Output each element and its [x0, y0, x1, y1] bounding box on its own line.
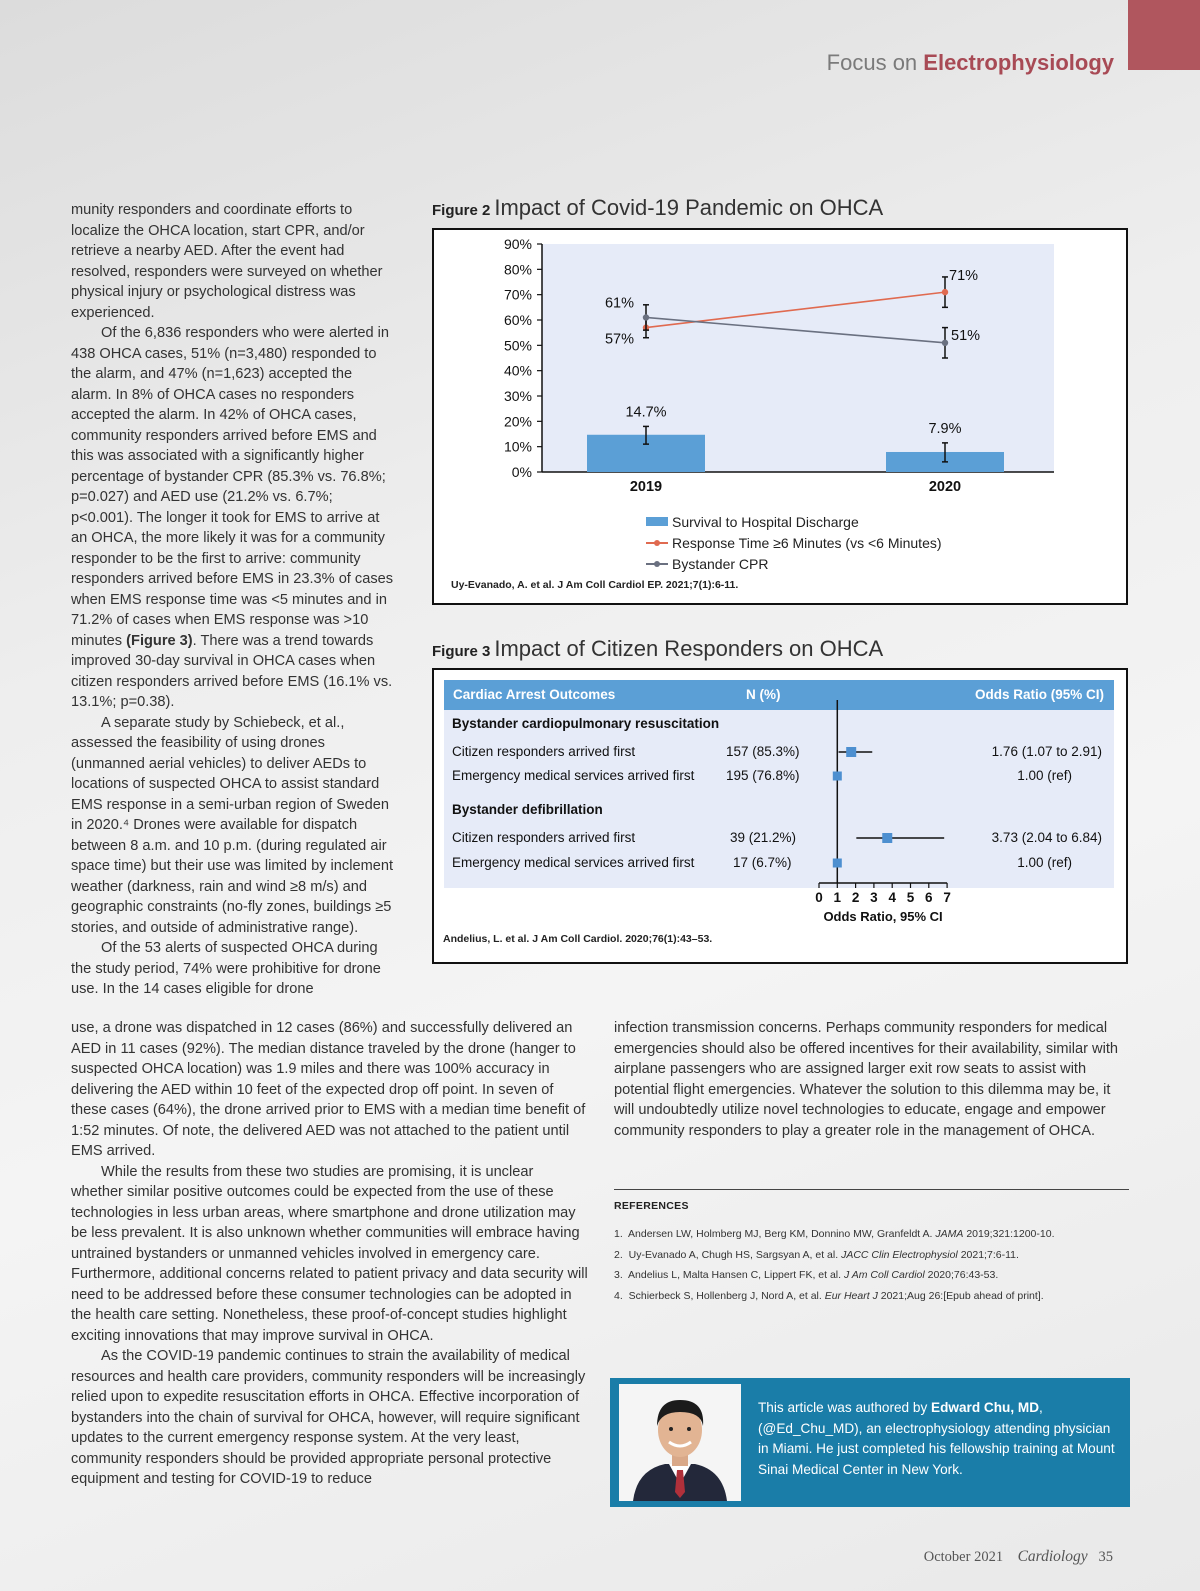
- paragraph: While the results from these two studies are promising, it is unclear whether similar positive outcomes could be expected from the use of these technologies in less urban areas, where smartphone and drone utilization may be less prevalent. It is also unknown whether communities will embrace having untrained bystanders or unmanned vehicles involved in emergency care. Furthermore, additional concerns related to patient privacy and data security will need to be addressed before these consumer technologies can be adopted in the health care setting. Nonetheless, these proof-of-concept studies highlight exciting innovations that may improve survival in OHCA.: [71, 1163, 588, 1344]
- legend-label: Response Time ≥6 Minutes (vs <6 Minutes): [672, 534, 942, 551]
- running-head-section: Electrophysiology: [923, 50, 1114, 75]
- row-or: 1.76 (1.07 to 2.91): [991, 744, 1102, 759]
- legend-label: Bystander CPR: [672, 555, 769, 572]
- line-point: [942, 289, 948, 295]
- figure2-citation: Uy-Evanado, A. et al. J Am Coll Cardiol EP. 2021;7(1):6-11.: [451, 579, 739, 591]
- y-tick-label: 20%: [503, 413, 532, 430]
- y-tick-label: 0%: [511, 464, 532, 480]
- row-n: 195 (76.8%): [726, 768, 800, 783]
- right-column: [614, 1018, 1129, 1141]
- ref-journal: Eur Heart J: [824, 1289, 878, 1302]
- legend-swatch-bar: [646, 517, 668, 526]
- left-column: [71, 200, 396, 1000]
- line-data-label: 71%: [949, 268, 979, 285]
- ref-journal: J Am Coll Cardiol: [843, 1269, 925, 1281]
- row-n: 157 (85.3%): [726, 744, 800, 759]
- row-label: Emergency medical services arrived first: [452, 855, 695, 870]
- forest-x-tick-label: 7: [943, 890, 951, 905]
- author-name: Edward Chu, MD: [931, 1400, 1040, 1415]
- row-n: 17 (6.7%): [733, 855, 792, 870]
- line-data-label: 51%: [951, 327, 981, 344]
- ref-journal: JACC Clin Electrophysiol: [841, 1248, 958, 1261]
- x-tick-label: 2020: [928, 479, 962, 495]
- paragraph: infection transmission concerns. Perhaps community responders for medical emergencies should also be offered incentives for their availability, similar with airplane passengers who are assigned larger exit row seats to assist with potential flight emergencies. Whatever the solution to this dilemma may be, it will undoubtedly utilize novel technologies to educate, engage and empower community responders to play a greater role in the management of OHCA.: [614, 1020, 1118, 1139]
- figure2-title-text: Impact of Covid-19 Pandemic on OHCA: [494, 195, 884, 220]
- figure3-citation: Andelius, L. et al. J Am Coll Cardiol. 2020;76(1):43–53.: [443, 933, 713, 945]
- forest-x-tick-label: 2: [851, 890, 860, 905]
- ref-rest: 2021;7:6-11.: [957, 1248, 1019, 1261]
- paragraph: A separate study by Schiebeck, et al., assessed the feasibility of using drones (unmanned aerial vehicles) to deliver AEDs to locations of suspected OHCA to assist standard EMS response in a semi-urban region of Sweden in 2020.⁴ Drones were available for dispatch between 8 a.m. and 10 p.m. (during regulated air space time) but their use was limited by inclement weather (darkness, rain and wind ≥8 m/s) and geographic constraints (no-fly zones, buildings ≥5 stories, and outside of administrative range).: [71, 714, 394, 936]
- bar-data-label: 7.9%: [928, 420, 962, 437]
- legend-item-survival: [646, 511, 942, 532]
- section-title: Bystander cardiopulmonary resuscitation: [452, 716, 720, 731]
- figure3-label: Figure 3: [432, 643, 491, 660]
- ref-num: 4.: [614, 1289, 623, 1302]
- col-header-or: Odds Ratio (95% CI): [974, 687, 1104, 702]
- forest-x-tick-label: 5: [906, 890, 915, 905]
- odds-ratio-marker: [846, 747, 856, 757]
- forest-plot: [434, 670, 1126, 930]
- odds-ratio-marker: [882, 833, 892, 843]
- paragraph: munity responders and coordinate efforts to localize the OHCA location, start CPR, and/or retrieve a nearby AED. After the event had resolved, responders were surveyed on whether physical injury or psychological distress was experienced.: [71, 202, 383, 321]
- line-data-label: 57%: [604, 331, 634, 348]
- section-title: Bystander defibrillation: [452, 802, 603, 817]
- ref-authors: Schierbeck S, Hollenberg J, Nord A, et al.: [628, 1289, 825, 1302]
- ref-authors: Uy-Evanado A, Chugh HS, Sargsyan A, et al.: [628, 1248, 842, 1261]
- legend-item-response: [646, 532, 942, 553]
- paragraph: [71, 323, 396, 713]
- running-head: [827, 50, 1114, 76]
- ref-rest: 2021;Aug 26:[Epub ahead of print].: [877, 1289, 1044, 1302]
- y-tick-label: 60%: [503, 312, 532, 328]
- y-tick-label: 50%: [503, 337, 532, 354]
- ref-rest: 2020;76:43-53.: [924, 1269, 999, 1281]
- y-tick-label: 10%: [503, 438, 532, 455]
- y-tick-label: 40%: [503, 362, 532, 379]
- author-photo: [619, 1384, 741, 1501]
- author-bio-text: , (@Ed_Chu_MD), an electrophysiology attending physician in Miami. He just completed his fellowship training at Mount Sinai Medical Center in New York.: [758, 1400, 1115, 1477]
- ref-num: 2.: [614, 1248, 623, 1261]
- row-or: 1.00 (ref): [1017, 855, 1072, 870]
- ref-authors: Andersen LW, Holmberg MJ, Berg KM, Donnino MW, Granfeldt A.: [628, 1228, 936, 1240]
- col-header-n: N (%): [746, 687, 781, 702]
- figure3-title-text: Impact of Citizen Responders on OHCA: [494, 636, 884, 661]
- text-span: . There was a trend towards improved 30-day survival in OHCA cases when citizen responders arrived before EMS (16.1% vs. 13.1%; p=0.38).: [71, 632, 393, 710]
- row-or: 3.73 (2.04 to 6.84): [991, 830, 1102, 845]
- ref-num: 3.: [614, 1269, 623, 1281]
- reference-item: [614, 1265, 1129, 1286]
- page-number: 35: [1098, 1549, 1113, 1565]
- wide-column: [71, 1018, 589, 1490]
- references-title: REFERENCES: [614, 1200, 689, 1212]
- figure2-title: [432, 195, 883, 221]
- paragraph: As the COVID-19 pandemic continues to strain the availability of medical resources and health care providers, community responders will be increasingly relied upon to expedite resuscitation efforts in OHCA. Effective incorporation of bystanders into the chain of survival for OHCA, however, will require significant updates to the current emergency response system. At the very least, community responders should be provided appropriate personal protective equipment and testing for COVID-19 to reduce: [71, 1348, 586, 1487]
- figure-ref: (Figure 3): [126, 632, 193, 649]
- x-tick-label: 2019: [629, 479, 663, 495]
- y-tick-label: 70%: [503, 286, 532, 303]
- forest-x-axis-label: Odds Ratio, 95% CI: [823, 909, 943, 924]
- author-bio: [758, 1398, 1118, 1480]
- figure3-title: [432, 636, 883, 662]
- figure2-legend: [646, 511, 942, 574]
- row-label: Citizen responders arrived first: [452, 744, 636, 759]
- footer-date: October 2021: [923, 1549, 1004, 1565]
- paragraph: use, a drone was dispatched in 12 cases (86%) and successfully delivered an AED in 11 cases (92%). The median distance traveled by the drone (hanger to suspected OHCA location) was 1.9 miles and there was 100% accuracy in delivering the AED within 10 feet of the expected drop off point. In seven of these cases (64%), the drone arrived prior to EMS with a median time benefit of 1:52 minutes. Of note, the delivered AED was not attached to the patient until EMS arrived.: [71, 1020, 586, 1159]
- text-span: Of the 6,836 responders who were alerted in 438 OHCA cases, 51% (n=3,480) responded to the alarm, and 47% (n=1,623) accepted the alarm. In 8% of OHCA cases no responders accepted the alarm. In 42% of OHCA cases, community responders arrived before EMS and this was associated with a significantly higher percentage of bystander CPR (85.3% vs. 76.8%; p=0.027) and AED use (21.2% vs. 6.7%; p<0.001). The longer it took for EMS to arrive at an OHCA, the more likely it was for a community responder to be the first to arrive: community responders arrived before EMS in 23.3% of cases when EMS response time was <5 minutes and in 71.2% of cases when EMS response was >10 minutes: [71, 325, 394, 649]
- running-head-prefix: Focus on: [826, 50, 924, 75]
- legend-label: Survival to Hospital Discharge: [672, 513, 859, 530]
- line-point: [643, 314, 649, 320]
- paragraph: Of the 53 alerts of suspected OHCA during the study period, 74% were prohibitive for drone use. In the 14 cases eligible for drone: [71, 940, 381, 997]
- ref-rest: 2019;321:1200-10.: [963, 1228, 1055, 1240]
- footer-journal: Cardiology: [1017, 1548, 1088, 1565]
- author-bio-text: This article was authored by: [758, 1400, 932, 1415]
- corner-tab: [1128, 0, 1200, 70]
- forest-x-tick-label: 6: [925, 890, 933, 905]
- y-tick-label: 90%: [503, 236, 532, 252]
- ref-authors: Andelius L, Malta Hansen C, Lippert FK, et al.: [628, 1269, 844, 1281]
- reference-item: [614, 1286, 1129, 1307]
- author-box: [610, 1378, 1130, 1507]
- ref-num: 1.: [614, 1228, 623, 1240]
- y-tick-label: 30%: [503, 388, 532, 404]
- forest-x-tick-label: 1: [833, 890, 842, 905]
- figure2-box: [432, 228, 1128, 605]
- page-footer: [924, 1548, 1113, 1566]
- line-data-label: 61%: [604, 295, 634, 312]
- odds-ratio-marker: [833, 859, 842, 868]
- row-label: Citizen responders arrived first: [452, 830, 636, 845]
- ref-journal: JAMA: [935, 1228, 964, 1240]
- row-or: 1.00 (ref): [1017, 768, 1072, 783]
- line-point: [942, 340, 948, 346]
- odds-ratio-marker: [833, 772, 842, 781]
- bar-data-label: 14.7%: [625, 404, 667, 421]
- row-label: Emergency medical services arrived first: [452, 768, 695, 783]
- forest-x-tick-label: 4: [888, 890, 896, 905]
- reference-item: [614, 1245, 1129, 1266]
- author-portrait-icon: [619, 1384, 741, 1501]
- references: [614, 1189, 1129, 1306]
- reference-item: [614, 1224, 1129, 1245]
- legend-item-cpr: [646, 553, 942, 574]
- figure2-label: Figure 2: [432, 202, 491, 219]
- forest-x-tick-label: 0: [815, 890, 823, 905]
- figure3-box: [432, 668, 1128, 964]
- forest-x-tick-label: 3: [870, 890, 878, 905]
- y-tick-label: 80%: [503, 261, 532, 278]
- col-header-outcomes: Cardiac Arrest Outcomes: [453, 687, 616, 702]
- row-n: 39 (21.2%): [730, 830, 797, 845]
